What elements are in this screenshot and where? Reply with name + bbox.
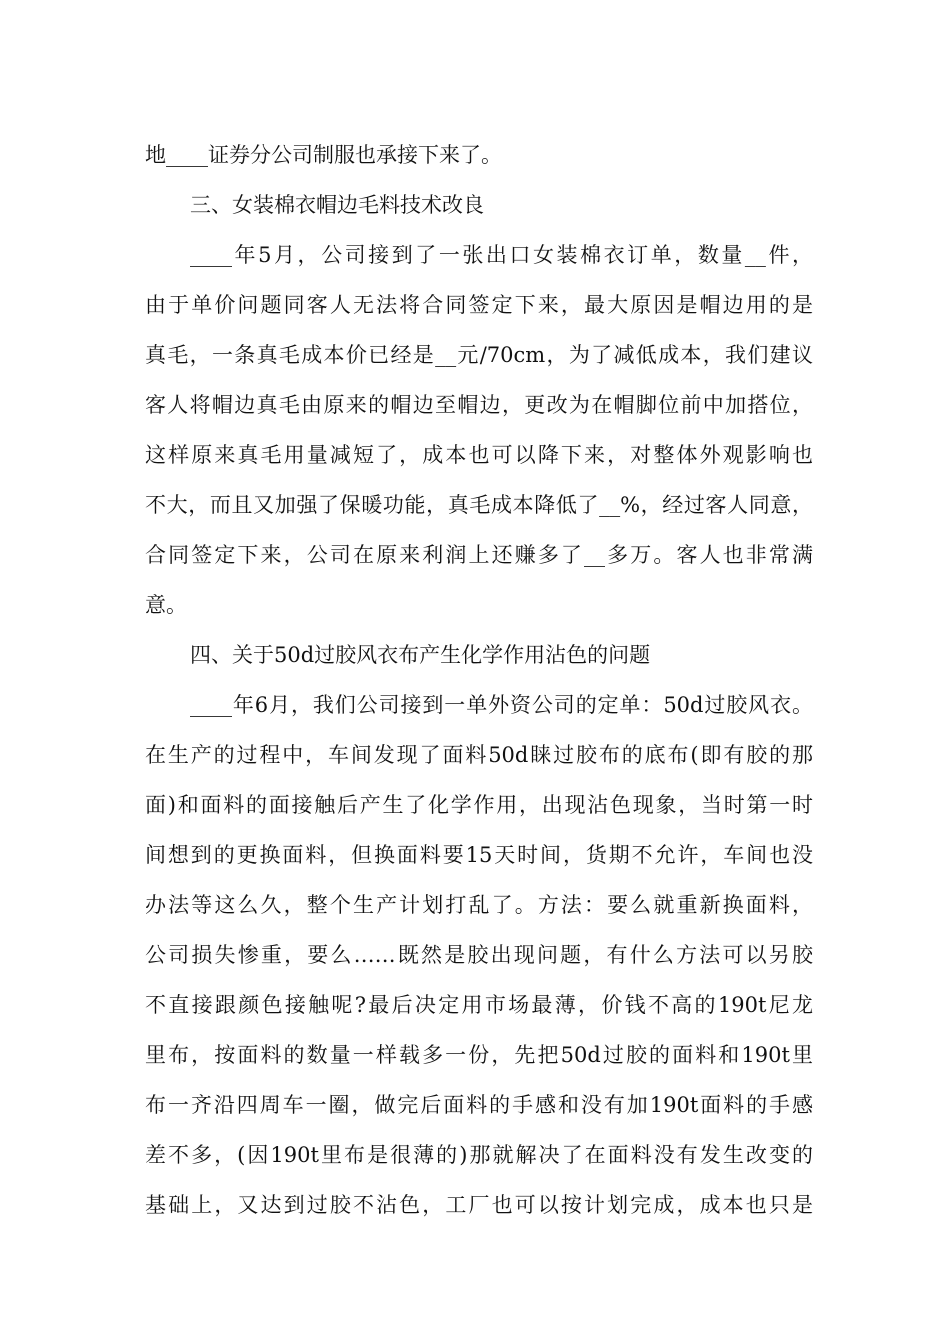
paragraph-line: 这样原来真毛用量减短了，成本也可以降下来，对整体外观影响也 bbox=[145, 443, 813, 467]
paragraph-line: 公司损失惨重，要么……既然是胶出现问题，有什么方法可以另胶 bbox=[145, 943, 813, 967]
paragraph-line: 地____证券分公司制服也承接下来了。 bbox=[145, 143, 502, 167]
paragraph-line: 布一齐沿四周车一圈，做完后面料的手感和没有加190t面料的手感 bbox=[145, 1093, 813, 1117]
paragraph-line: 意。 bbox=[145, 593, 187, 617]
paragraph-line: 面)和面料的面接触后产生了化学作用，出现沾色现象，当时第一时 bbox=[145, 793, 813, 817]
paragraph-line: 真毛，一条真毛成本价已经是__元/70cm，为了减低成本，我们建议 bbox=[145, 343, 813, 367]
paragraph-line: 由于单价问题同客人无法将合同签定下来，最大原因是帽边用的是 bbox=[145, 293, 813, 317]
section-heading: 三、女装棉衣帽边毛料技术改良 bbox=[190, 193, 484, 217]
paragraph-line: 在生产的过程中，车间发现了面料50d睐过胶布的底布(即有胶的那 bbox=[145, 743, 813, 767]
paragraph-line: 客人将帽边真毛由原来的帽边至帽边，更改为在帽脚位前中加搭位， bbox=[145, 393, 813, 417]
paragraph-line: 不直接跟颜色接触呢?最后决定用市场最薄，价钱不高的190t尼龙 bbox=[145, 993, 813, 1017]
paragraph-line: ____年5月，公司接到了一张出口女装棉衣订单，数量__件， bbox=[190, 243, 813, 267]
paragraph-line: 间想到的更换面料，但换面料要15天时间，货期不允许，车间也没 bbox=[145, 843, 813, 867]
paragraph-line: ____年6月，我们公司接到一单外资公司的定单：50d过胶风衣。 bbox=[190, 693, 813, 717]
document-body bbox=[145, 130, 813, 1230]
paragraph-line: 合同签定下来，公司在原来利润上还赚多了__多万。客人也非常满 bbox=[145, 543, 813, 567]
paragraph-line: 里布，按面料的数量一样载多一份，先把50d过胶的面料和190t里 bbox=[145, 1043, 813, 1067]
paragraph-line: 不大，而且又加强了保暖功能，真毛成本降低了__%，经过客人同意， bbox=[145, 493, 813, 517]
paragraph-line: 差不多，(因190t里布是很薄的)那就解决了在面料没有发生改变的 bbox=[145, 1143, 813, 1167]
paragraph-line: 基础上，又达到过胶不沾色，工厂也可以按计划完成，成本也只是 bbox=[145, 1193, 813, 1217]
paragraph-line: 办法等这么久，整个生产计划打乱了。方法：要么就重新换面料， bbox=[145, 893, 813, 917]
section-heading: 四、关于50d过胶风衣布产生化学作用沾色的问题 bbox=[190, 643, 651, 667]
